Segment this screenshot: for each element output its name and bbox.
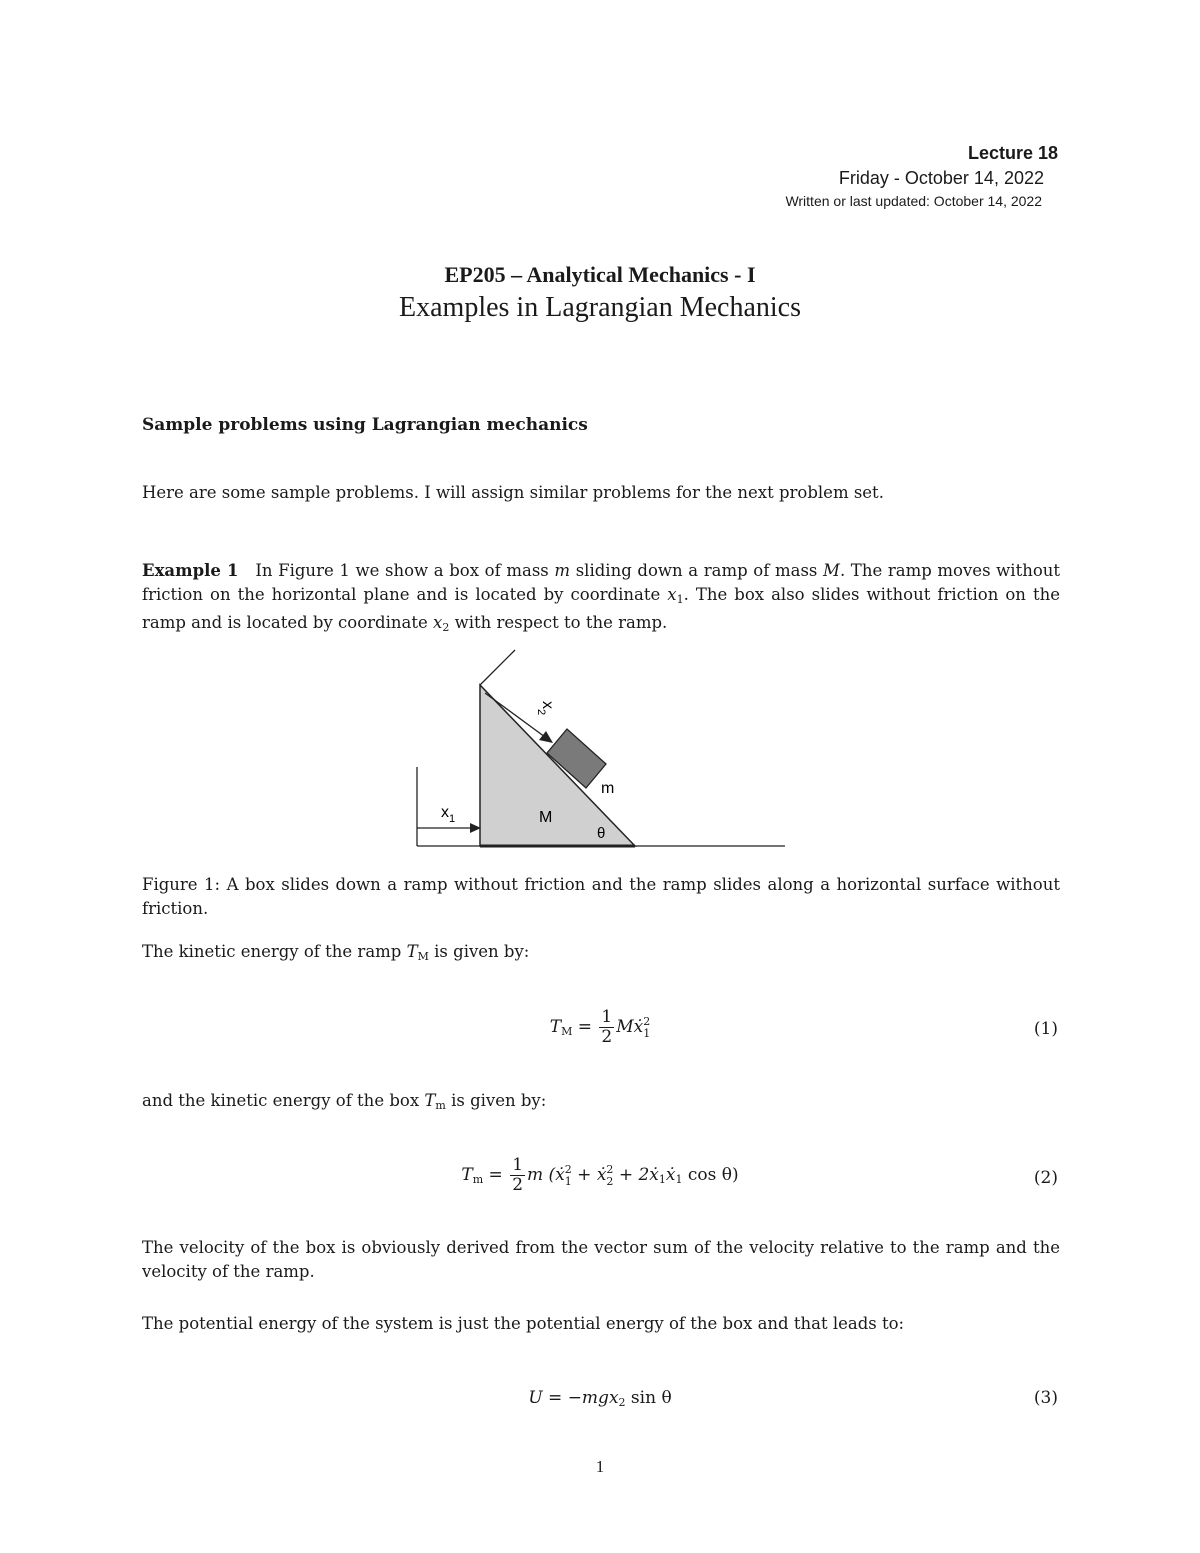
example-1-paragraph: Example 1 In Figure 1 we show a box of mass m sliding down a ramp of mass M. The ramp moves without friction on the horizontal plane and is located by coordinate $x_1$. The box also slides without friction on the ramp and is located by coordinate $x_2$ with respect to the ramp. (142, 561, 1061, 634)
velocity-paragraph: The velocity of the box is obviously derived from the vector sum of the velocity relative to the ramp and the velocity of the ramp. (142, 1238, 1060, 1281)
page-number: 1 (595, 1457, 605, 1476)
x2-label: $x_2$ (535, 701, 556, 716)
example-1-label: Example 1 (142, 561, 239, 580)
ramp-top-extension-line (480, 650, 515, 685)
x2-arrow-head (539, 731, 553, 743)
section-heading: Sample problems using Lagrangian mechanics (142, 415, 588, 435)
figure-caption: Figure 1: A box slides down a ramp without friction and the ramp slides along a horizontal surface without friction. (142, 875, 1060, 918)
equation-3-number: (3) (1033, 1388, 1058, 1408)
equation-2-number: (2) (1033, 1168, 1058, 1188)
angle-theta-label: θ (597, 825, 606, 842)
ke-ramp-sentence: The kinetic energy of the ramp $T_M$ is given by: (142, 942, 530, 963)
equation-3: U = −mgx$_2$ sin θ (528, 1388, 672, 1409)
equation-1-number: (1) (1033, 1019, 1058, 1039)
lecture-number: Lecture 18 (967, 143, 1058, 163)
ramp-triangle (480, 685, 635, 846)
ramp-mass-label: M (539, 809, 553, 826)
page-title: Examples in Lagrangian Mechanics (399, 292, 801, 323)
last-updated: Written or last updated: October 14, 2022 (785, 193, 1042, 209)
box-mass-label: m (601, 780, 615, 797)
lecture-date: Friday - October 14, 2022 (838, 168, 1044, 188)
intro-paragraph: Here are some sample problems. I will assign similar problems for the next problem set. (142, 483, 884, 502)
equation-1: $T_M$ = $\frac{1}{2}$ Mẋ 2 1 (549, 1007, 651, 1047)
potential-paragraph: The potential energy of the system is just the potential energy of the box and that leads to: (142, 1314, 905, 1333)
course-title: EP205 – Analytical Mechanics - I (444, 262, 756, 287)
ke-box-sentence: and the kinetic energy of the box $T_m$ is given by: (142, 1091, 547, 1112)
ramp-figure (405, 645, 795, 860)
equation-2: $T_m$ = $\frac{1}{2}$ m (ẋ 2 1 + ẋ 2 2 + 2ẋ$_1$ẋ$_1$ cos θ) (461, 1155, 739, 1195)
x1-label: $x_1$ (441, 804, 456, 825)
